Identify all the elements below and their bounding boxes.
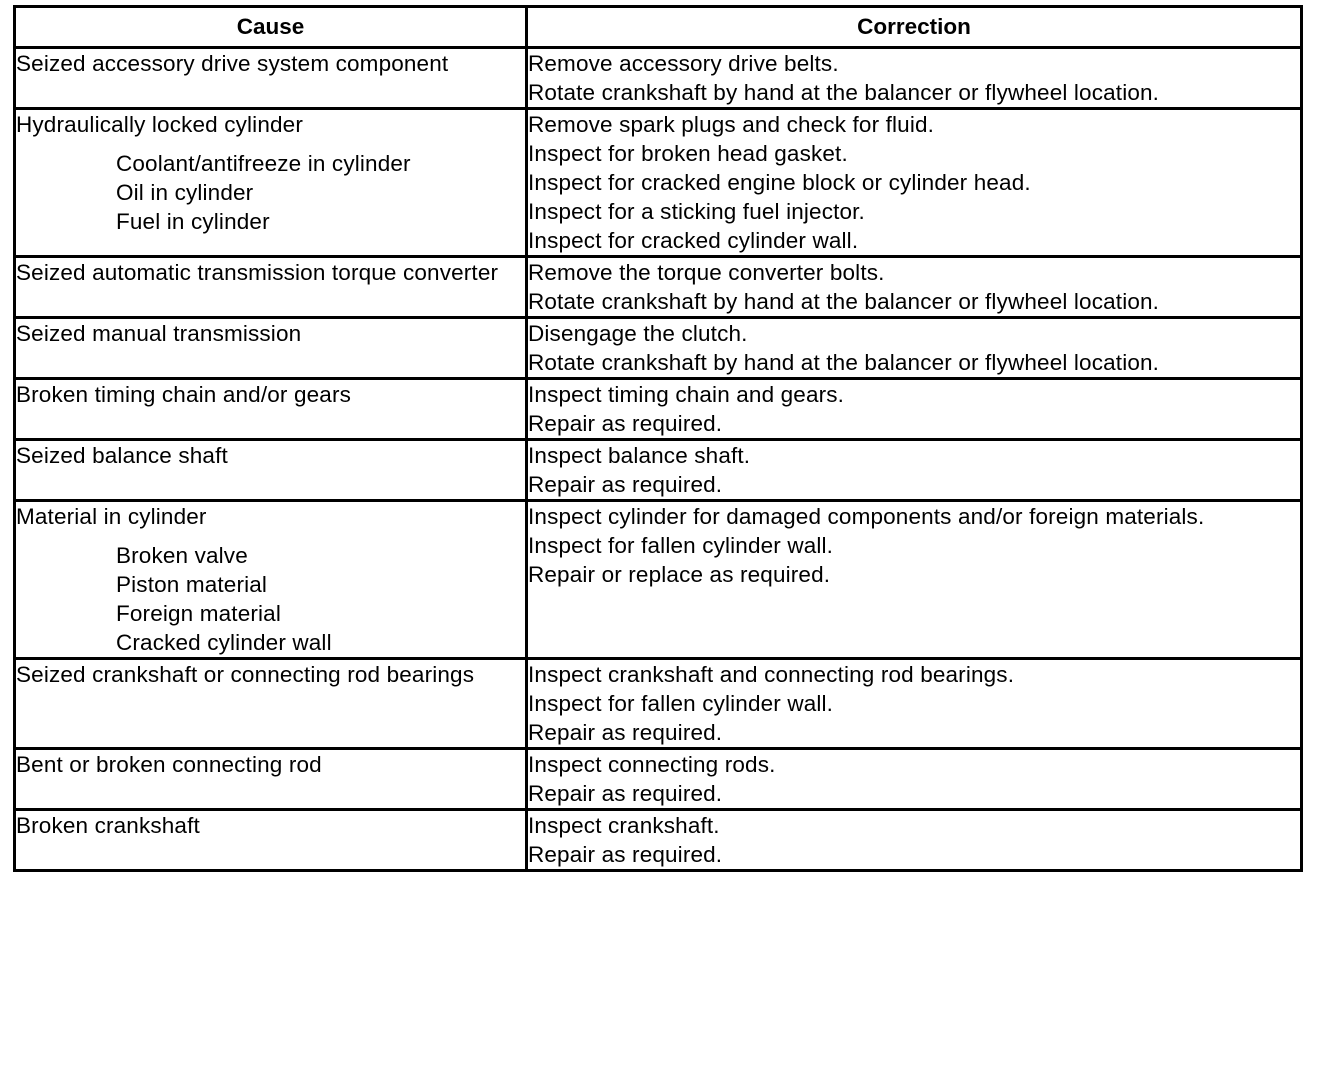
subcause-item: Coolant/antifreeze in cylinder (116, 151, 411, 176)
correction-step: Inspect for broken head gasket. (528, 141, 848, 166)
correction-step: Remove accessory drive belts. (528, 51, 839, 76)
correction-step: Rotate crankshaft by hand at the balancer or flywheel location. (528, 350, 1160, 375)
cause-cell (15, 318, 527, 379)
correction-cell (527, 749, 1302, 810)
cause-cell (15, 48, 527, 109)
correction-step: Repair or replace as required. (528, 562, 831, 587)
cause-text: Seized accessory drive system component (16, 51, 449, 76)
correction-cell (527, 318, 1302, 379)
cause-text: Broken crankshaft (16, 813, 200, 838)
correction-cell (527, 501, 1302, 659)
diagnostic-table (13, 5, 1303, 872)
correction-column-header: Correction (527, 7, 1302, 48)
cause-text: Hydraulically locked cylinder (16, 112, 303, 137)
correction-step: Inspect for fallen cylinder wall. (528, 533, 834, 558)
table-row (15, 257, 1302, 318)
correction-step: Repair as required. (528, 472, 723, 497)
correction-step: Inspect balance shaft. (528, 443, 751, 468)
correction-step: Disengage the clutch. (528, 321, 748, 346)
table-row (15, 440, 1302, 501)
correction-step: Inspect for fallen cylinder wall. (528, 691, 834, 716)
correction-step: Rotate crankshaft by hand at the balancer or flywheel location. (528, 80, 1160, 105)
correction-step: Rotate crankshaft by hand at the balancer or flywheel location. (528, 289, 1160, 314)
subcause-list (16, 149, 525, 236)
cause-text: Material in cylinder (16, 504, 207, 529)
cause-text: Seized balance shaft (16, 443, 228, 468)
correction-cell (527, 109, 1302, 257)
correction-step: Repair as required. (528, 720, 723, 745)
cause-text: Seized automatic transmission torque converter (16, 260, 499, 285)
cause-cell (15, 257, 527, 318)
cause-cell (15, 749, 527, 810)
header-row (15, 7, 1302, 48)
correction-cell (527, 659, 1302, 749)
table-row (15, 810, 1302, 871)
correction-step: Inspect connecting rods. (528, 752, 776, 777)
subcause-item: Foreign material (116, 601, 281, 626)
cause-text: Seized crankshaft or connecting rod bearings (16, 662, 475, 687)
table-row (15, 501, 1302, 659)
subcause-item: Fuel in cylinder (116, 209, 270, 234)
correction-step: Inspect for a sticking fuel injector. (528, 199, 865, 224)
spacer (16, 531, 525, 541)
cause-cell (15, 440, 527, 501)
correction-step: Repair as required. (528, 781, 723, 806)
table-body (15, 48, 1302, 871)
cause-text: Broken timing chain and/or gears (16, 382, 351, 407)
subcause-item: Oil in cylinder (116, 180, 254, 205)
correction-cell (527, 379, 1302, 440)
subcause-item: Cracked cylinder wall (116, 630, 332, 655)
correction-step: Inspect for cracked cylinder wall. (528, 228, 859, 253)
correction-cell (527, 810, 1302, 871)
subcause-item: Piston material (116, 572, 268, 597)
cause-cell (15, 501, 527, 659)
subcause-item: Broken valve (116, 543, 248, 568)
table-row (15, 109, 1302, 257)
cause-column-header: Cause (15, 7, 527, 48)
correction-cell (527, 257, 1302, 318)
cause-cell (15, 379, 527, 440)
correction-cell (527, 48, 1302, 109)
correction-step: Inspect crankshaft. (528, 813, 720, 838)
correction-step: Inspect cylinder for damaged components and/or foreign materials. (528, 504, 1205, 529)
table-row (15, 379, 1302, 440)
table-row (15, 318, 1302, 379)
spacer (16, 139, 525, 149)
table-row (15, 659, 1302, 749)
subcause-list (16, 541, 525, 657)
cause-text: Seized manual transmission (16, 321, 302, 346)
cause-cell (15, 659, 527, 749)
correction-step: Repair as required. (528, 842, 723, 867)
table-row (15, 48, 1302, 109)
correction-step: Inspect for cracked engine block or cylinder head. (528, 170, 1031, 195)
correction-step: Remove the torque converter bolts. (528, 260, 885, 285)
cause-cell (15, 810, 527, 871)
correction-step: Repair as required. (528, 411, 723, 436)
correction-step: Remove spark plugs and check for fluid. (528, 112, 935, 137)
correction-cell (527, 440, 1302, 501)
cause-cell (15, 109, 527, 257)
correction-step: Inspect timing chain and gears. (528, 382, 845, 407)
table-row (15, 749, 1302, 810)
correction-step: Inspect crankshaft and connecting rod bearings. (528, 662, 1015, 687)
cause-text: Bent or broken connecting rod (16, 752, 322, 777)
